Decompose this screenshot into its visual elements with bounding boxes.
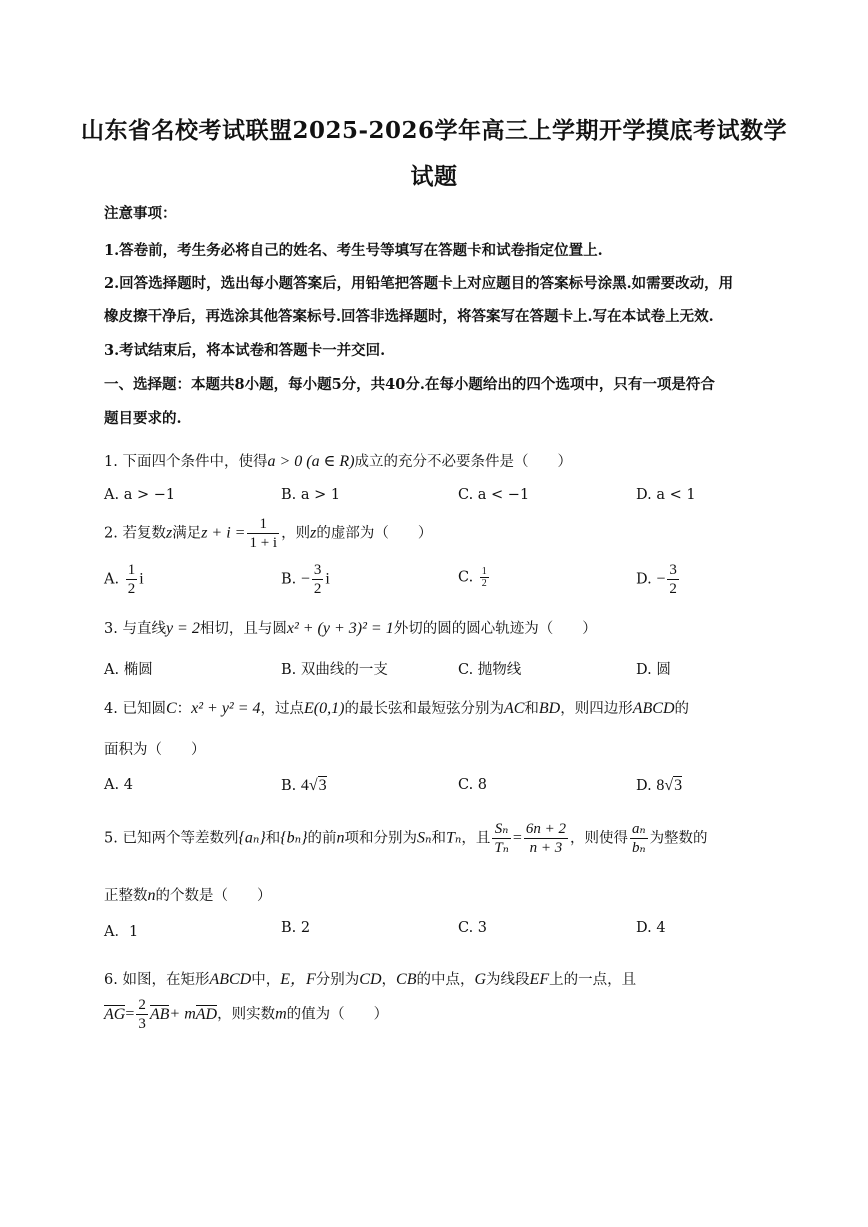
q3-option-c: C. 抛物线 (458, 662, 522, 678)
question-5 (104, 820, 708, 857)
q5-line2 (104, 884, 272, 905)
question-3 (104, 617, 597, 638)
q6-frac (136, 996, 148, 1033)
q4-bd: BD (538, 700, 561, 717)
q2-optB-num: 3 (313, 562, 322, 578)
q6-vec-ab: AB (149, 1005, 170, 1023)
q5-frac1-den: Tₙ (494, 840, 509, 856)
q2-optA-label: A. (104, 571, 120, 588)
q5-and: 和 (265, 830, 281, 847)
q2-frac-num: 1 (247, 515, 279, 534)
q2-optA-tail: i (139, 570, 144, 588)
question-4 (104, 697, 689, 718)
q6-plus-m: + m (169, 1005, 196, 1023)
q2-optD-sign: − (656, 570, 666, 588)
q5-frac-formula (524, 820, 568, 857)
q4-optD-radicand: 3 (674, 777, 683, 794)
q4-prefix: 4. 已知圆 (104, 701, 166, 717)
q4-optB-coef: 4 (300, 777, 309, 794)
q6-line2 (104, 996, 388, 1033)
q2-optB-den: 2 (313, 581, 322, 597)
q1-option-b: B. a > 1 (281, 487, 341, 503)
q4-option-c: C. 8 (458, 777, 488, 793)
q2-optC-den: 2 (481, 578, 487, 589)
q6-mid2: 分别为 (315, 972, 360, 988)
q2-optC-num: 1 (481, 566, 487, 577)
q6-ef2: EF (529, 971, 550, 988)
q6-end: 上的一点，且 (549, 972, 637, 988)
q5-line2-b: 的个数是（ ） (155, 888, 272, 904)
q2-optD-num: 3 (669, 562, 677, 578)
q3-option-b: B. 双曲线的一支 (281, 662, 388, 678)
q2-var2: z (310, 524, 317, 542)
q5-eq: = (512, 829, 522, 847)
q1-suffix: 成立的充分不必要条件是（ ） (354, 454, 573, 470)
question-1 (104, 450, 572, 471)
q5-frac3-num: aₙ (631, 821, 646, 837)
q4-optD-coef: 8 (656, 777, 665, 794)
q5-frac-ab (630, 820, 648, 857)
exam-title-line2: 试题 (410, 163, 458, 190)
q6-abcd: ABCD (209, 971, 252, 988)
sqrt-icon: √ (308, 777, 318, 794)
q5-line2-n: n (147, 887, 156, 904)
q6-vec-ag: AG (104, 1005, 126, 1023)
q6-mid: 中， (251, 972, 281, 988)
q6-prefix: 6. 如图，在矩形 (104, 972, 210, 988)
q5-n: n (336, 829, 345, 847)
q6-ef: E，F (280, 971, 316, 988)
q2-optB-label: B. (281, 571, 297, 588)
q5-end: 为整数的 (649, 830, 708, 847)
q5-frac2-den: n + 3 (529, 840, 563, 856)
q5-frac3-den: bₙ (631, 840, 646, 856)
q5-option-d: D. 4 (636, 920, 666, 936)
q6-frac-num: 2 (138, 997, 146, 1013)
q5-option-c: C. 3 (458, 920, 488, 936)
q4-ac: AC (503, 700, 525, 717)
q6-g: G (474, 971, 487, 988)
q4-mid3: ，则四边形 (560, 701, 633, 717)
q4-colon: ： (176, 701, 192, 717)
q2-option-a (104, 561, 144, 598)
q6-comma: ， (381, 972, 397, 988)
q4-point: E(0,1) (304, 700, 345, 717)
q4-circle-eq: x² + y² = 4 (191, 700, 261, 717)
notice-item-2a: 2.回答选择题时，选出每小题答案后，用铅笔把答题卡上对应题目的答案标号涂黑.如需要改动，用 (104, 275, 734, 292)
q3-option-d: D. 圆 (636, 662, 671, 678)
q2-option-c (458, 566, 491, 589)
q6-cd: CD (359, 971, 382, 988)
q2-option-d (636, 561, 681, 598)
section-heading-line1: 一、选择题：本题共8小题，每小题5分，共40分.在每小题给出的四个选项中，只有一项是符合 (104, 376, 715, 393)
q3-suffix: 外切的圆的圆心轨迹为（ ） (393, 621, 597, 637)
q1-option-c: C. a < −1 (458, 487, 530, 503)
notice-heading: 注意事项： (104, 205, 177, 222)
q5-frac1-num: Sₙ (492, 820, 510, 839)
q2-optD-den: 2 (669, 581, 677, 597)
q2-frac-den: 1 + i (249, 535, 278, 551)
q5-and2: 和 (431, 830, 446, 847)
q2-optC-frac (480, 566, 489, 589)
q4-mid: ，过点 (260, 701, 305, 717)
q6-eq: = (125, 1005, 135, 1023)
q3-prefix: 3. 与直线 (104, 621, 166, 637)
q6-m: m (275, 1005, 287, 1023)
q1-option-d: D. a < 1 (636, 487, 696, 503)
q5-sn: Sₙ (417, 829, 432, 847)
q2-option-b (281, 561, 330, 598)
exam-title-line1: 山东省名校考试联盟2025-2026学年高三上学期开学摸底考试数学 (80, 117, 788, 144)
q6-tail1: ，则实数 (217, 1006, 276, 1023)
q2-mid: 满足 (172, 525, 202, 542)
q3-circle-eq: x² + (y + 3)² = 1 (286, 620, 394, 637)
q2-optD-label: D. (636, 571, 652, 588)
q1-prefix: 1. 下面四个条件中，使得 (104, 454, 268, 470)
q5-frac2-num: 6n + 2 (525, 821, 566, 837)
q5-prefix: 5. 已知两个等差数列 (104, 830, 239, 847)
q2-suffix1: ，则 (281, 525, 311, 542)
q4-optD-label: D. (636, 778, 652, 794)
q4-abcd: ABCD (632, 700, 675, 717)
q6-vec-ad: AD (195, 1005, 218, 1023)
q6-frac-den: 3 (138, 1016, 146, 1032)
q2-optA-den: 2 (127, 581, 136, 597)
notice-item-1: 1.答卷前，考生务必将自己的姓名、考生号等填写在答题卡和试卷指定位置上. (104, 242, 603, 259)
q2-optC-label: C. (458, 569, 474, 586)
q4-and: 和 (524, 701, 539, 717)
q3-option-a: A. 椭圆 (104, 662, 153, 678)
notice-item-3: 3.考试结束后，将本试卷和答题卡一并交回. (104, 342, 386, 359)
q2-fraction (247, 515, 279, 552)
q5-mid2: 项和分别为 (344, 830, 418, 847)
q4-option-b (281, 777, 327, 795)
q5-line2-a: 正整数 (104, 888, 148, 904)
q2-optA-frac (126, 561, 138, 598)
q6-cb: CB (396, 971, 417, 988)
q5-option-b: B. 2 (281, 920, 311, 936)
question-2 (104, 515, 432, 552)
q2-optB-sign: − (300, 570, 310, 588)
q6-mid4: 为线段 (486, 972, 530, 988)
q6-mid3: 的中点， (416, 972, 475, 988)
q2-optA-num: 1 (127, 562, 136, 578)
q1-math: a > 0 (a ∈ R) (267, 453, 355, 470)
q5-tn: Tₙ (446, 829, 462, 847)
q5-frac-ratio (492, 820, 510, 857)
q1-option-a: A. a > −1 (104, 487, 176, 503)
q2-optD-frac (667, 561, 679, 598)
q2-prefix: 2. 若复数 (104, 525, 166, 542)
q5-mid: 的前 (307, 830, 337, 847)
q5-option-a: A．1 (104, 924, 139, 940)
q5-seq-a: {aₙ} (238, 829, 266, 847)
q5-mid4: ，则使得 (569, 830, 628, 847)
q2-optB-tail: i (325, 570, 330, 588)
q4-mid2: 的最长弦和最短弦分别为 (344, 701, 504, 717)
q2-var: z (165, 524, 173, 542)
q4-optB-radicand: 3 (318, 777, 327, 794)
q3-line-eq: y = 2 (165, 620, 200, 637)
q5-mid3: ，且 (461, 830, 491, 847)
question-6 (104, 966, 636, 989)
notice-item-2b: 橡皮擦干净后，再选涂其他答案标号.回答非选择题时，将答案写在答题卡上.写在本试卷上无效. (104, 308, 714, 325)
q3-mid: 相切，且与圆 (199, 621, 287, 637)
q2-lhs: z + i = (201, 524, 246, 542)
q4-end: 的 (674, 701, 690, 717)
q6-tail2: 的值为（ ） (286, 1006, 389, 1023)
q4-line2: 面积为（ ） (104, 742, 206, 758)
q5-seq-b: {bₙ} (280, 829, 308, 847)
q2-suffix2: 的虚部为（ ） (316, 525, 433, 542)
q4-option-d (636, 777, 682, 795)
sqrt-icon: √ (664, 777, 674, 794)
q2-optB-frac (312, 561, 324, 598)
q4-option-a: A. 4 (104, 777, 133, 793)
section-heading-line2: 题目要求的. (104, 410, 182, 427)
q4-circle-name: C (165, 700, 177, 717)
q4-optB-label: B. (281, 778, 297, 794)
